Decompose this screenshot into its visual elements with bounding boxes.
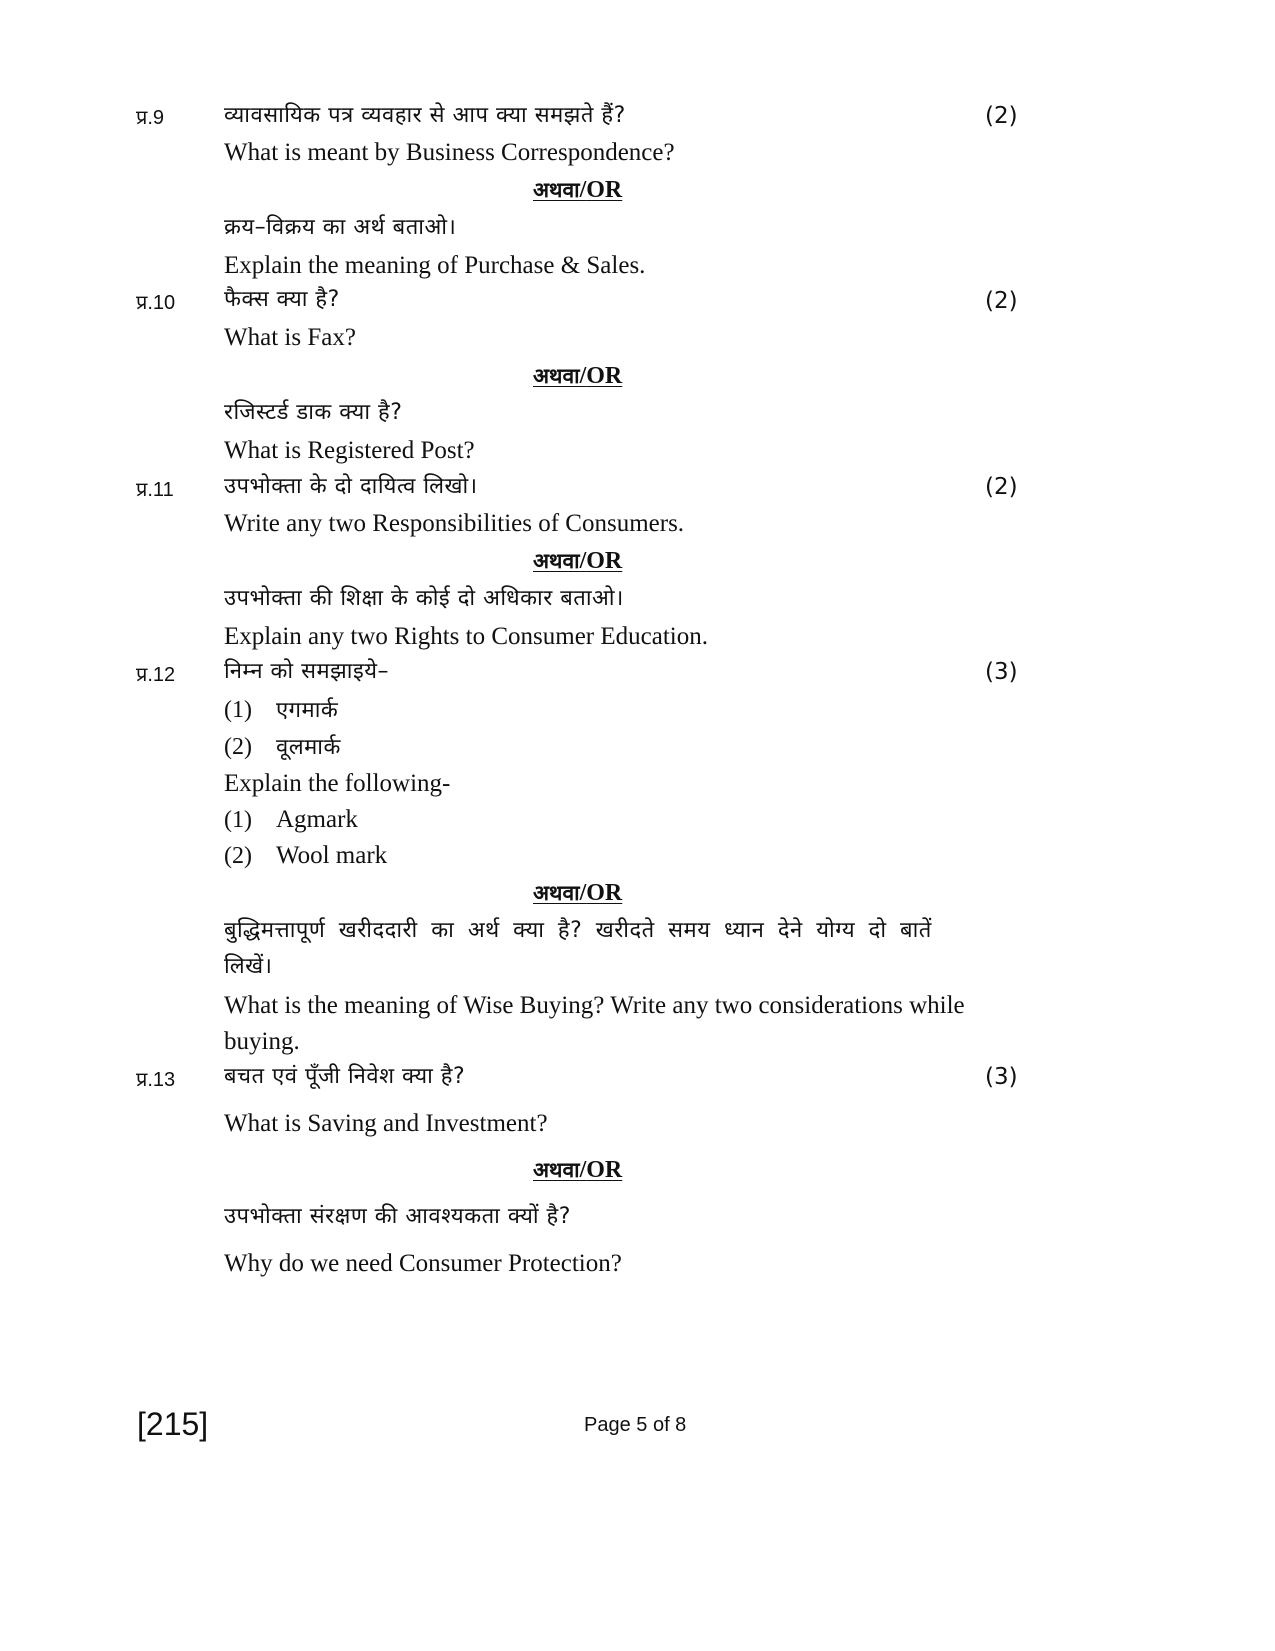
or-separator (533, 546, 622, 579)
list-item-number: (1) (224, 697, 252, 723)
or-hindi: अथवा (533, 178, 580, 202)
list-item (224, 841, 387, 874)
list-item-number: (2) (224, 734, 252, 760)
or-english: OR (586, 177, 623, 203)
question-text-hindi: निम्न को समझाइये– (224, 659, 390, 684)
list-item-text: वूलमार्क (276, 735, 341, 760)
or-english: OR (586, 363, 623, 389)
page-number: Page 5 of 8 (584, 1414, 687, 1436)
or-english: OR (586, 880, 623, 906)
or-english: OR (586, 548, 623, 574)
alt-question-text-english: What is the meaning of Wise Buying? Write any two considerations while buying. (224, 992, 965, 1055)
or-slash: / (579, 548, 587, 574)
question-text-english: Write any two Responsibilities of Consumers. (224, 510, 685, 537)
or-separator (533, 361, 622, 394)
alt-question-text-hindi: रजिस्टर्ड डाक क्या है? (224, 400, 403, 425)
or-slash: / (579, 880, 587, 906)
alt-question-text-english: What is Registered Post? (224, 437, 475, 464)
or-separator (533, 175, 622, 208)
marks-label: (2) (985, 474, 1018, 500)
question-text-hindi: बचत एवं पूँजी निवेश क्या है? (224, 1064, 466, 1089)
question-number: प्र.13 (136, 1069, 176, 1091)
or-english: OR (586, 1157, 623, 1183)
or-separator (533, 878, 622, 911)
question-text-english: What is meant by Business Correspondence? (224, 139, 675, 166)
or-slash: / (579, 177, 587, 203)
alt-question-text-hindi: बुद्धिमत्तापूर्ण खरीददारी का अर्थ क्या है? खरीदते समय ध्यान देने योग्य दो बातें लिखें। (224, 918, 932, 979)
list-item-number: (2) (224, 843, 252, 869)
marks-label: (3) (985, 659, 1018, 685)
question-text-hindi: व्यावसायिक पत्र व्यवहार से आप क्या समझते हैं? (224, 103, 626, 128)
alt-question-text-english: Why do we need Consumer Protection? (224, 1250, 622, 1277)
paper-code: [215] (137, 1406, 209, 1442)
list-item-text: एगमार्क (276, 698, 339, 723)
alt-question-text-hindi: क्रय–विक्रय का अर्थ बताओ। (224, 215, 457, 240)
or-hindi: अथवा (533, 549, 580, 573)
question-text-english: Explain the following- (224, 770, 451, 797)
list-item-text: Agmark (276, 806, 358, 833)
alt-question-text-english: Explain any two Rights to Consumer Education. (224, 623, 708, 650)
question-text-hindi: उपभोक्ता के दो दायित्व लिखो। (224, 474, 478, 499)
marks-label: (3) (985, 1064, 1018, 1090)
list-item (224, 732, 341, 765)
question-number: प्र.12 (136, 664, 176, 686)
or-hindi: अथवा (533, 881, 580, 905)
marks-label: (2) (985, 103, 1018, 129)
question-number: प्र.10 (136, 292, 176, 314)
alt-question-text-hindi: उपभोक्ता संरक्षण की आवश्यकता क्यों है? (224, 1204, 571, 1229)
or-slash: / (579, 1157, 587, 1183)
list-item (224, 805, 358, 838)
question-number: प्र.9 (136, 107, 165, 129)
list-item (224, 695, 338, 728)
alt-question-text-english: Explain the meaning of Purchase & Sales. (224, 252, 646, 279)
or-hindi: अथवा (533, 364, 580, 388)
question-text-english: What is Saving and Investment? (224, 1110, 548, 1137)
list-item-number: (1) (224, 807, 252, 833)
question-text-hindi: फैक्स क्या है? (224, 287, 340, 312)
question-text-english: What is Fax? (224, 324, 356, 351)
or-separator (533, 1155, 622, 1188)
or-hindi: अथवा (533, 1158, 580, 1182)
list-item-text: Wool mark (276, 842, 388, 869)
marks-label: (2) (985, 288, 1018, 314)
or-slash: / (579, 363, 587, 389)
question-number: प्र.11 (136, 479, 174, 501)
alt-question-text-hindi: उपभोक्ता की शिक्षा के कोई दो अधिकार बताओ। (224, 586, 624, 611)
